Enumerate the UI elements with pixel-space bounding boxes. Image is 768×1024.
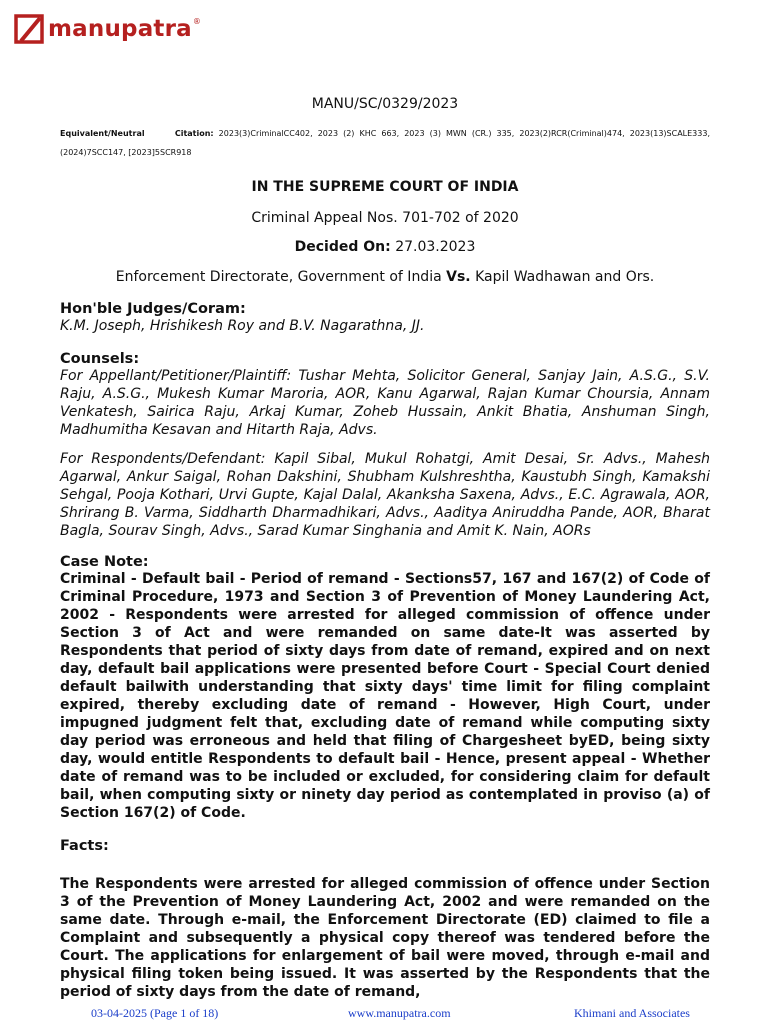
case-note-heading: Case Note: [60, 554, 149, 570]
manupatra-logo [14, 12, 201, 46]
footer-licensee: Khimani and Associates [574, 1006, 690, 1020]
facts-heading: Facts: [60, 838, 109, 854]
case-note-text: Criminal - Default bail - Period of remand - Sections57, 167 and 167(2) of Code of Criminal Procedure, 1973 and Section 3 of Prevention of Money Laundering Act, 2002 - Respondents were arrested for alleged commission of offence under Section 3 of Act and were remanded on same date-It was asserted by Respondents that period of sixty days from date of remand, expired and on next day, default bail applications were presented before Court - Special Court denied default bailwith understanding that sixty days' time limit for filing complaint expired, thereby excluding date of remand - However, High Court, under impugned judgment felt that, excluding date of remand while computing sixty day period was erroneous and held that filing of Chargesheet byED, being sixty day, would entitle Respondents to default bail - Hence, present appeal - Whether date of remand was to be included or excluded, for considering claim for default bail, when computing sixty or ninety day period as contemplated in proviso (a) of Section 167(2) of Code. [60, 571, 710, 821]
citation-text: 2023(3)CriminalCC402, 2023 (2) KHC 663, 2023 (3) MWN (CR.) 335, 2023(2)RCR(Criminal)474, 2023(13)SCALE333, (2024)7SCC147, [2023]5SCR918 [60, 129, 710, 157]
versus-label: Vs. [446, 269, 471, 285]
page-footer [0, 1006, 768, 1022]
citation-label: Citation: [174, 129, 214, 138]
counsels-heading: Counsels: [60, 351, 140, 367]
judges-names: K.M. Joseph, Hrishikesh Roy and B.V. Nagarathna, JJ. [60, 318, 425, 334]
decided-date: 27.03.2023 [395, 239, 476, 255]
respondent-party: Kapil Wadhawan and Ors. [475, 269, 655, 285]
brand-name: manupatra [48, 16, 192, 42]
decided-on [60, 239, 710, 255]
counsel-respondent: For Respondents/Defendant: Kapil Sibal, Mukul Rohatgi, Amit Desai, Sr. Advs., Mahesh Agarwal, Ankur Saigal, Rohan Dakshini, Shubham Kulshreshtha, Kaustubh Singh, Kamakshi Sehgal, Pooja Kothari, Urvi Gupte, Kajal Dalal, Akanksha Saxena, Advs., E.C. Agrawala, AOR, Shrirang B. Varma, Siddharth Dharmadhikari, Advs., Aaditya Aniruddha Pande, AOR, Bharat Bagla, Sourav Singh, Advs., Sarad Kumar Singhania and Amit K. Nain, AORs [60, 451, 710, 539]
footer-website-link[interactable]: www.manupatra.com [348, 1006, 451, 1020]
counsel-appellant: For Appellant/Petitioner/Plaintiff: Tushar Mehta, Solicitor General, Sanjay Jain, A.S.G., S.V. Raju, A.S.G., Mukesh Kumar Maroria, AOR, Kanu Agarwal, Rajan Kumar Choursia, Annam Venkatesh, Sairica Raju, Arkaj Kumar, Zoheb Hussain, Ankit Bhatia, Anshuman Singh, Madhumitha Kesavan and Hitarth Raja, Advs. [60, 368, 710, 438]
court-name: IN THE SUPREME COURT OF INDIA [251, 179, 519, 195]
equivalent-label: Equivalent/Neutral [60, 129, 145, 138]
citation-id: MANU/SC/0329/2023 [311, 96, 459, 112]
registered-mark: ® [192, 16, 201, 26]
equivalent-citations [60, 124, 710, 162]
parties [60, 269, 710, 285]
appellant-party: Enforcement Directorate, Government of India [115, 269, 442, 285]
manupatra-logo-icon [14, 14, 44, 44]
decided-label: Decided On: [294, 239, 391, 255]
judges-heading: Hon'ble Judges/Coram: [60, 301, 246, 317]
footer-date-page: 03-04-2025 (Page 1 of 18) [91, 1006, 219, 1020]
facts-text: The Respondents were arrested for alleged commission of offence under Section 3 of the Prevention of Money Laundering Act, 2002 and were remanded on the same date. Through e-mail, the Enforcement Directorate (ED) claimed to file a Complaint and subsequently a physical copy thereof was tendered before the Court. The applications for enlargement of bail were moved, through e-mail and physical filing token being issued. It was asserted by the Respondents that the period of sixty days from the date of remand, [60, 876, 710, 1000]
appeal-number: Criminal Appeal Nos. 701-702 of 2020 [251, 210, 519, 226]
document-body [60, 88, 710, 1001]
